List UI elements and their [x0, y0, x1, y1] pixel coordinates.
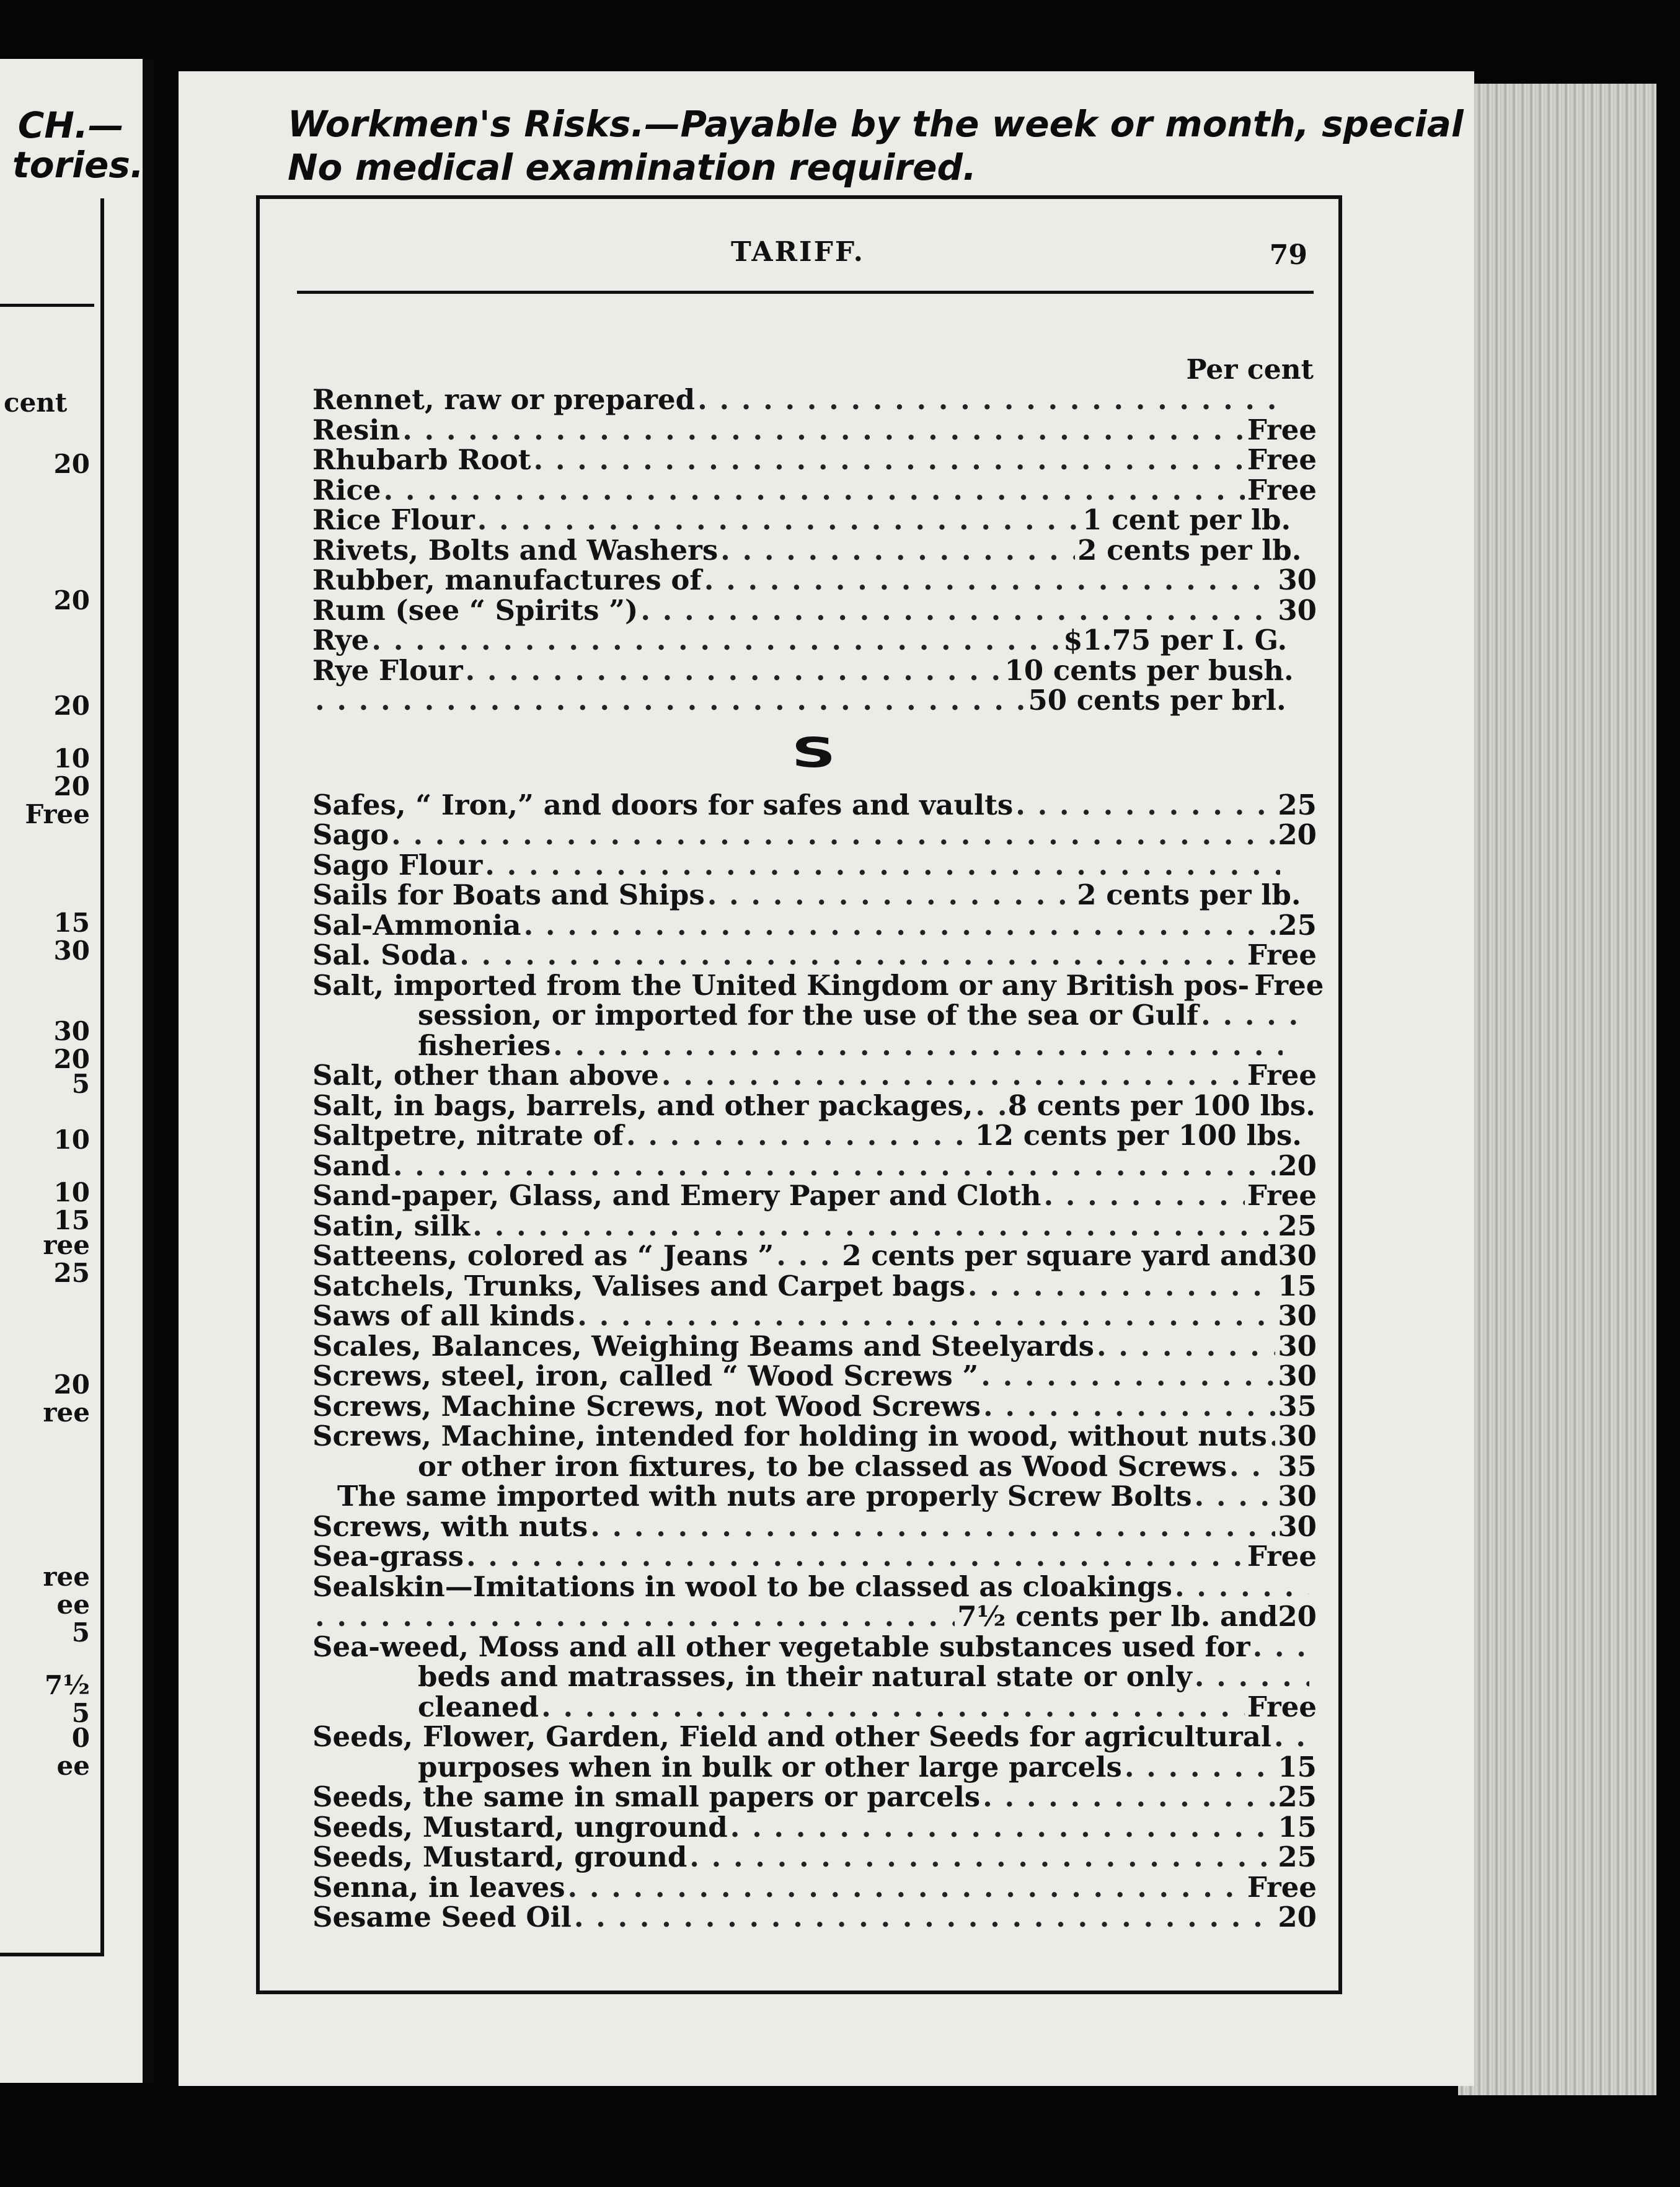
left-page-value: 7½ [44, 1670, 90, 1700]
entry-rate: 30 [1278, 1329, 1317, 1363]
tariff-entry [312, 1810, 1317, 1844]
left-page-value: 10 [53, 743, 90, 774]
entry-name: Scales, Balances, Weighing Beams and Steelyards [312, 1329, 1094, 1363]
entry-name: Sea-grass [312, 1540, 464, 1573]
dot-leader [697, 385, 1289, 415]
dot-leader [524, 911, 1276, 941]
entry-rate: 25 [1278, 908, 1317, 942]
tariff-entry [312, 1662, 1317, 1692]
dot-leader [371, 625, 1061, 656]
entry-rate: 35 [1278, 1389, 1317, 1423]
tariff-entry [312, 880, 1317, 911]
entry-rate: Free [1247, 1059, 1317, 1092]
tariff-entry [312, 1241, 1317, 1271]
entry-rate: 30 [1278, 563, 1317, 596]
entry-name: Seeds, Flower, Garden, Field and other Seeds for agricultural [312, 1720, 1272, 1753]
dot-leader [541, 1692, 1245, 1723]
dot-leader [466, 656, 1002, 686]
dot-leader [1175, 1572, 1309, 1602]
entry-name: Rhubarb Root [312, 443, 531, 476]
entry-name: Saltpetre, nitrate of [312, 1119, 624, 1152]
entry-name: or other iron fixtures, to be classed as Wood Screws [418, 1449, 1227, 1483]
left-page-value: ee [56, 1751, 90, 1781]
left-page-value: ee [56, 1589, 90, 1620]
entry-name: session, or imported for the use of the sea or Gulf [418, 999, 1199, 1032]
entry-name: Satchels, Trunks, Valises and Carpet bags [312, 1269, 965, 1302]
tariff-entry [312, 1842, 1317, 1873]
entry-rate: 25 [1278, 788, 1317, 821]
entry-rate: 25 [1278, 1209, 1317, 1242]
tariff-entry [312, 940, 1317, 971]
notice-line-1: Workmen's Risks.—Payable by the week or month, special [288, 103, 1464, 145]
entry-rate: 15 [1278, 1750, 1317, 1783]
entry-specific-duty: 12 cents per 100 lbs. [975, 1119, 1302, 1152]
tariff-entry [312, 593, 1317, 627]
entry-name: Sea-weed, Moss and all other vegetable substances used for [312, 1630, 1250, 1663]
entry-name: Rum (see “ Spirits ”) [312, 593, 639, 627]
tariff-entry [312, 505, 1317, 536]
tariff-entries [312, 383, 1324, 1933]
tariff-entry [312, 1211, 1317, 1242]
entry-name: Screws, Machine, intended for holding in wood, without nuts [312, 1420, 1267, 1452]
page-title: TARIFF. [731, 236, 865, 268]
dot-leader [553, 1031, 1283, 1061]
dot-leader [626, 1121, 972, 1151]
tariff-entry [312, 1121, 1317, 1151]
entry-rate: Free [1247, 939, 1317, 971]
dot-leader [707, 880, 1075, 911]
dot-leader [1201, 1001, 1309, 1031]
tariff-entry [312, 1329, 1317, 1363]
dot-leader [485, 851, 1280, 881]
entry-specific-duty: $1.75 per I. G. [1063, 624, 1288, 656]
left-page-value: 20 [53, 1369, 90, 1400]
entry-rate: 30 [1278, 1480, 1317, 1513]
entry-specific-duty: 2 cents per lb. [1077, 533, 1302, 567]
entry-name: beds and matrasses, in their natural state or only [418, 1660, 1192, 1693]
tariff-entry [312, 1509, 1317, 1543]
tariff-entry [312, 1632, 1317, 1663]
dot-leader [640, 596, 1275, 626]
entry-rate: 30 [1278, 593, 1317, 627]
left-page-value: ree [43, 1562, 90, 1592]
entry-name: Sal-Ammonia [312, 908, 521, 942]
left-page-heading [12, 104, 144, 186]
entry-rate: 20 [1278, 1901, 1317, 1933]
dot-leader [1253, 1632, 1312, 1663]
entry-name: Seeds, Mustard, ground [312, 1840, 687, 1873]
left-page-value: 10 [53, 1124, 90, 1155]
entry-name: cleaned [418, 1690, 539, 1723]
tariff-entry [312, 1692, 1317, 1723]
entry-rate: Free [1247, 473, 1317, 506]
dot-leader [1274, 1722, 1312, 1752]
left-page-value: 30 [53, 935, 90, 966]
entry-rate: Free [1247, 1179, 1317, 1212]
tariff-entry [312, 1752, 1317, 1783]
entries-section-s [312, 788, 1324, 1933]
entry-name: Rivets, Bolts and Washers [312, 533, 718, 567]
left-page-value: 5 [71, 1698, 90, 1728]
tariff-entry [312, 1061, 1317, 1091]
dot-leader [568, 1873, 1245, 1903]
section-letter: S [791, 728, 838, 777]
left-page-value: 20 [53, 771, 90, 802]
page-header [260, 199, 1338, 311]
entry-name: Seeds, the same in small papers or parcels [312, 1780, 981, 1813]
dot-leader [661, 1061, 1245, 1091]
entry-rate: 30 [1278, 1299, 1317, 1332]
left-page-value: Free [25, 799, 90, 829]
entry-name: Screws, Machine Screws, not Wood Screws [312, 1389, 981, 1423]
tariff-entry [312, 1389, 1317, 1423]
entry-rate: 30 [1278, 1509, 1317, 1543]
left-page-value: 15 [53, 1205, 90, 1235]
tariff-entry [312, 653, 1317, 687]
entry-name: Satteens, colored as “ Jeans ” [312, 1239, 774, 1272]
entry-rate: 20 [1278, 1600, 1317, 1633]
left-page-value: ree [43, 1397, 90, 1428]
entry-rate: Free [1247, 1540, 1317, 1573]
entry-name: Rye [312, 624, 369, 656]
entry-name: Sago [312, 818, 389, 851]
entry-name: The same imported with nuts are properly Screw Bolts [337, 1480, 1192, 1513]
entry-name: Seeds, Mustard, unground [312, 1810, 728, 1844]
tariff-entry [312, 1482, 1317, 1512]
dot-leader [976, 1091, 1006, 1121]
entry-name: purposes when in bulk or other large parcels [418, 1750, 1122, 1783]
dot-leader [459, 940, 1245, 971]
dot-leader [1195, 1482, 1276, 1512]
entry-name: Rubber, manufactures of [312, 563, 702, 596]
left-page-value: 30 [53, 1016, 90, 1046]
tariff-frame [256, 195, 1342, 1994]
main-page [179, 71, 1474, 2086]
left-page-value: 20 [53, 1044, 90, 1074]
left-page-value: 15 [53, 908, 90, 938]
entry-name: Saws of all kinds [312, 1299, 575, 1332]
tariff-entry [312, 1902, 1317, 1933]
tariff-entry [312, 1542, 1317, 1572]
entry-rate: 15 [1278, 1269, 1317, 1302]
entry-name: Salt, in bags, barrels, and other packages, [312, 1089, 973, 1122]
entry-rate: Free [1247, 1870, 1317, 1904]
dot-leader [776, 1241, 839, 1271]
entry-name: Sand-paper, Glass, and Emery Paper and Cloth [312, 1179, 1041, 1212]
entry-name: Salt, imported from the United Kingdom or any British pos- [312, 968, 1250, 1002]
tariff-entry [312, 1301, 1317, 1332]
tariff-entry [312, 1151, 1317, 1182]
dot-leader [704, 565, 1276, 596]
dot-leader [384, 475, 1245, 506]
dot-leader [981, 1361, 1275, 1392]
entry-name: Sand [312, 1149, 391, 1182]
tariff-entry [312, 1782, 1317, 1813]
tariff-entry [312, 1361, 1317, 1392]
entry-rate: 30 [1278, 1359, 1317, 1392]
dot-leader [1043, 1181, 1244, 1211]
entry-name: Rye Flour [312, 653, 463, 687]
left-page-value: 5 [71, 1617, 90, 1648]
dot-leader [1195, 1662, 1309, 1692]
tariff-entry [312, 1572, 1317, 1602]
entry-rate: Free [1247, 413, 1317, 446]
entry-rate: Free [1254, 968, 1324, 1002]
entry-rate: Free [1247, 1690, 1317, 1723]
entry-name: Satin, silk [312, 1209, 471, 1242]
tariff-entry [312, 1091, 1317, 1121]
tariff-entry [312, 445, 1317, 475]
dot-leader [315, 1602, 955, 1632]
dot-leader [402, 415, 1245, 446]
entry-name: Screws, steel, iron, called “ Wood Screws ” [312, 1359, 979, 1392]
dot-leader [466, 1542, 1245, 1572]
dot-leader [968, 1271, 1275, 1302]
entry-rate: 20 [1278, 818, 1317, 851]
entry-rate: 35 [1278, 1449, 1317, 1483]
left-page-value: 20 [53, 691, 90, 721]
entry-name: Senna, in leaves [312, 1870, 565, 1904]
entry-name: Salt, other than above [312, 1059, 659, 1092]
left-page-value: 25 [53, 1258, 90, 1288]
tariff-entry [312, 1722, 1317, 1752]
entry-name: fisheries [418, 1028, 551, 1062]
header-rule [297, 291, 1314, 294]
tariff-entry [312, 848, 1317, 881]
dot-leader [477, 505, 1081, 536]
left-column-head: cent [4, 387, 68, 418]
dot-leader [983, 1392, 1275, 1422]
dot-leader [1270, 1421, 1276, 1452]
entry-rate: Free [1247, 443, 1317, 476]
left-page-rule [0, 304, 94, 307]
tariff-entry [312, 1001, 1317, 1031]
entry-specific-duty: 2 cents per square yard and [842, 1239, 1278, 1272]
left-page-value: 20 [53, 585, 90, 616]
dot-leader [472, 1211, 1275, 1242]
tariff-entry [312, 1028, 1317, 1062]
dot-leader [1015, 790, 1275, 821]
tariff-entry [312, 686, 1317, 716]
entry-specific-duty: 2 cents per lb. [1077, 878, 1301, 911]
tariff-entry [312, 820, 1317, 851]
left-page-value: ree [43, 1230, 90, 1260]
entry-specific-duty: 7½ cents per lb. and [957, 1600, 1278, 1633]
dot-leader [730, 1813, 1276, 1843]
dot-leader [534, 445, 1245, 475]
tariff-entry [312, 533, 1317, 567]
tariff-entry [312, 1271, 1317, 1302]
tariff-entry [312, 968, 1324, 1002]
dot-leader [689, 1842, 1275, 1873]
entry-specific-duty: 8 cents per 100 lbs. [1007, 1089, 1315, 1122]
dot-leader [577, 1301, 1275, 1332]
entry-rate: 30 [1278, 1239, 1317, 1272]
entry-name: Rennet, raw or prepared [312, 383, 696, 416]
dot-leader [315, 686, 1025, 716]
dot-leader [720, 536, 1075, 566]
dot-leader [574, 1902, 1276, 1933]
left-heading-line: CH.— [17, 104, 124, 146]
dot-leader [1229, 1452, 1275, 1482]
dot-leader [590, 1512, 1275, 1542]
entry-name: Sago Flour [312, 848, 483, 881]
tariff-entry [312, 415, 1317, 446]
entry-name: Sails for Boats and Ships [312, 878, 705, 911]
entry-name: Screws, with nuts [312, 1509, 588, 1543]
left-page [0, 59, 154, 2083]
entries-section-r [312, 385, 1317, 716]
entry-rate: 20 [1278, 1149, 1317, 1182]
dot-leader [391, 820, 1275, 851]
entry-rate: 25 [1278, 1780, 1317, 1813]
tariff-entry [312, 1602, 1317, 1632]
left-heading-line: tories. [12, 144, 144, 186]
tariff-entry [312, 475, 1317, 506]
left-page-value: 0 [71, 1723, 90, 1753]
tariff-entry [312, 1421, 1317, 1452]
entry-rate: 15 [1278, 1810, 1317, 1844]
page-number: 79 [1269, 239, 1307, 271]
tariff-entry [312, 1181, 1317, 1211]
entry-name: Rice [312, 473, 381, 506]
notice-line-2: No medical examination required. [288, 146, 977, 188]
tariff-entry [312, 1870, 1317, 1904]
entry-name: Sesame Seed Oil [312, 1901, 572, 1933]
entry-rate: 25 [1278, 1840, 1317, 1873]
entry-specific-duty: 10 cents per bush. [1004, 653, 1294, 687]
dot-leader [1125, 1752, 1276, 1783]
column-head-per-cent: Per cent [1186, 354, 1314, 386]
left-page-value: 5 [71, 1069, 90, 1099]
tariff-entry [312, 908, 1317, 942]
entry-name: Resin [312, 413, 400, 446]
entry-name: Rice Flour [312, 503, 475, 536]
tariff-entry [312, 625, 1317, 656]
dot-leader [393, 1151, 1276, 1182]
tariff-entry [312, 790, 1317, 821]
tariff-entry [312, 565, 1317, 596]
entry-specific-duty: 1 cent per lb. [1082, 503, 1291, 536]
entry-rate: 30 [1278, 1420, 1317, 1452]
dot-leader [983, 1782, 1275, 1813]
left-page-value: 10 [53, 1177, 90, 1208]
tariff-entry [312, 1449, 1317, 1483]
book-page-edges [1458, 84, 1656, 2095]
tariff-entry [312, 385, 1317, 415]
left-page-value: 20 [53, 449, 90, 479]
entry-name: Sealskin—Imitations in wool to be classed as cloakings [312, 1570, 1172, 1603]
entry-specific-duty: 50 cents per brl. [1028, 684, 1286, 717]
top-notice [288, 102, 1497, 189]
entry-name: Sal. Soda [312, 939, 458, 971]
entry-name: Safes, “ Iron,” and doors for safes and vaults [312, 788, 1014, 821]
dot-leader [1097, 1332, 1275, 1362]
